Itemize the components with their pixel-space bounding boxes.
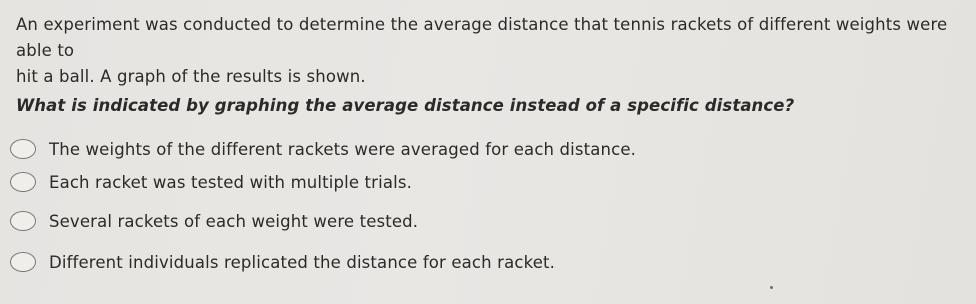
answer-option-label: Several rackets of each weight were tested. (49, 211, 419, 231)
answer-option-2[interactable] (10, 167, 412, 197)
stem-line-1: An experiment was conducted to determine the average distance that tennis rackets of different weights were able to (16, 15, 948, 60)
answer-option-label: The weights of the different rackets were averaged for each distance. (49, 139, 637, 159)
dust-speck (770, 286, 773, 289)
answer-option-3[interactable] (10, 206, 418, 236)
question-prompt: What is indicated by graphing the average distance instead of a specific distance? (16, 96, 795, 115)
radio-button[interactable] (10, 252, 36, 272)
answer-option-label: Different individuals replicated the distance for each racket. (49, 252, 556, 272)
radio-button[interactable] (10, 211, 36, 231)
answer-option-1[interactable] (10, 134, 636, 164)
radio-button[interactable] (10, 139, 36, 159)
radio-button[interactable] (10, 172, 36, 192)
answer-option-4[interactable] (10, 247, 555, 277)
stem-line-2: hit a ball. A graph of the results is shown. (16, 67, 366, 86)
answer-option-label: Each racket was tested with multiple trials. (49, 172, 412, 192)
